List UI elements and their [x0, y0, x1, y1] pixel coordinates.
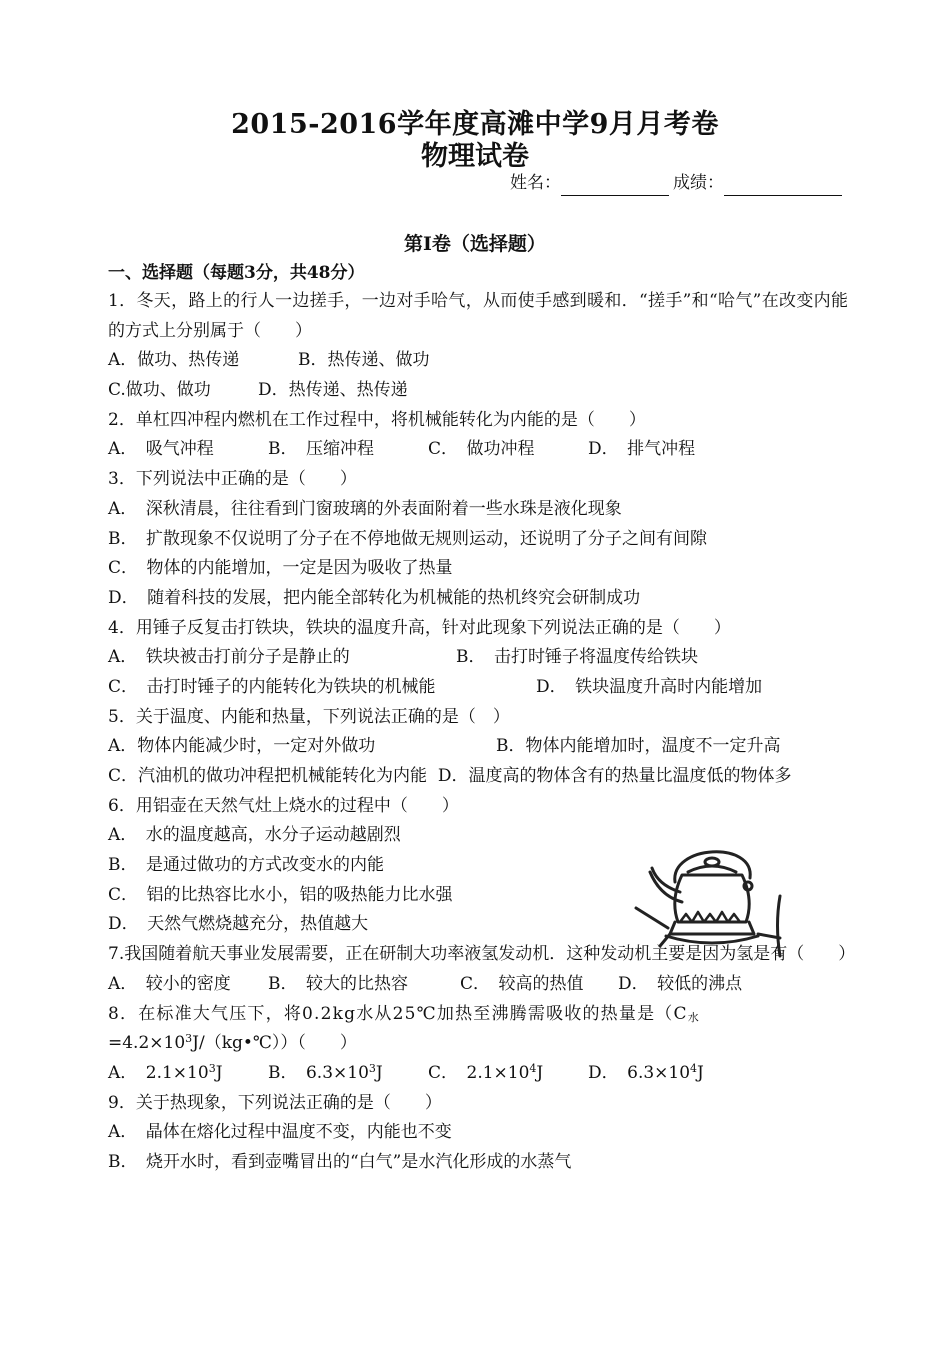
student-info-row: [510, 170, 842, 196]
q3-option-c: C． 物体的内能增加，一定是因为吸收了热量: [108, 558, 453, 579]
question-8-stem: [108, 1000, 848, 1030]
q8-stem-main: 8．在标准大气压下，将0.2kg水从25℃加热至沸腾需吸收的热量是（C: [108, 1003, 688, 1024]
q9-option-a: A． 晶体在熔化过程中温度不变，内能也不变: [108, 1122, 452, 1143]
question-8-options: [108, 1059, 848, 1089]
name-blank[interactable]: [561, 175, 669, 196]
question-5-options-row1: [108, 732, 848, 762]
q8-option-d: D． $6.3\times 10^4J$: [588, 1061, 704, 1083]
question-7-options: [108, 970, 848, 1000]
q8-stem-value: =4.2×10: [108, 1033, 186, 1054]
q6-option-c: C． 铝的比热容比水小，铝的吸热能力比水强: [108, 884, 453, 905]
q2-option-b: B． 压缩冲程: [268, 439, 374, 460]
q7-option-b: B． 较大的比热容: [268, 973, 408, 994]
q8-option-a: A． $2.1\times 10^3J$: [108, 1061, 223, 1083]
q4-option-a: A． 铁块被击打前分子是静止的: [108, 647, 350, 668]
q8-stem-unit: J/（kg•℃））（ ）: [192, 1033, 357, 1054]
q2-option-a: A． 吸气冲程: [108, 439, 214, 460]
q9-option-b: B． 烧开水时，看到壶嘴冒出的“白气”是水汽化形成的水蒸气: [108, 1152, 572, 1172]
q3-option-b: B． 扩散现象不仅说明了分子在不停地做无规则运动，还说明了分子之间有间隙: [108, 528, 707, 549]
q5-option-a: A．物体内能减少时，一定对外做功: [108, 736, 376, 757]
name-label: 姓名：: [510, 173, 561, 193]
question-4-options-row2: [108, 673, 848, 703]
question-3-stem: 3．下列说法中正确的是（ ）: [108, 469, 357, 490]
q8-stem-subscript: 水: [687, 1010, 700, 1024]
q5-option-b: B．物体内能增加时，温度不一定升高: [496, 736, 781, 757]
q8-option-c: C． $2.1\times 10^4J$: [428, 1061, 544, 1083]
q1-option-d: D．热传递、热传递: [258, 380, 408, 401]
q7-option-c: C． 较高的热值: [460, 973, 584, 994]
q5-option-c: C．汽油机的做功冲程把机械能转化为内能: [108, 766, 428, 787]
q8-stem-exponent: 3: [185, 1032, 193, 1046]
question-9-stem: 9．关于热现象，下列说法正确的是（ ）: [108, 1092, 442, 1113]
score-label: 成绩：: [673, 173, 724, 193]
q3-option-d: D． 随着科技的发展，把内能全部转化为机械能的热机终究会研制成功: [108, 587, 641, 608]
question-4-options-row1: [108, 643, 848, 673]
score-blank[interactable]: [724, 175, 842, 196]
q1-option-b: B．热传递、做功: [298, 350, 430, 371]
exam-subtitle: 物理试卷: [421, 141, 529, 172]
part-title: 一、选择题（每题3分，共48分）: [108, 263, 365, 283]
q5-option-d: D．温度高的物体含有的热量比温度低的物体多: [437, 766, 792, 787]
question-list: [108, 287, 856, 1178]
q4-option-c: C． 击打时锤子的内能转化为铁块的机械能: [108, 676, 436, 697]
question-2-options: [108, 435, 848, 465]
question-8-stem-line2: [108, 1029, 848, 1059]
question-7-stem: 7.我国随着航天事业发展需要，正在研制大功率液氢发动机．这种发动机主要是因为氢是有（ ）: [108, 944, 856, 965]
q4-option-d: D． 铁块温度升高时内能增加: [536, 676, 763, 697]
q1-option-c: C.做功、做功: [108, 380, 211, 401]
q3-option-a: A． 深秋清晨，往往看到门窗玻璃的外表面附着一些水珠是液化现象: [108, 498, 622, 519]
q7-option-d: D． 较低的沸点: [618, 973, 743, 994]
q6-option-a: A． 水的温度越高，水分子运动越剧烈: [108, 825, 401, 846]
q8-option-b: B． $6.3\times 10^3J$: [268, 1061, 383, 1083]
q7-option-a: A． 较小的密度: [108, 973, 231, 994]
kettle-on-stove-illustration: [630, 830, 800, 960]
q1-option-a: A．做功、热传递: [108, 350, 240, 371]
q2-option-d: D． 排气冲程: [588, 439, 696, 460]
q2-option-c: C． 做功冲程: [428, 439, 535, 460]
question-6-stem: 6．用铝壶在天然气灶上烧水的过程中（ ）: [108, 795, 459, 816]
exam-title: 2015-2016学年度高滩中学9月月考卷: [231, 109, 719, 140]
question-1-options-row2: [108, 376, 848, 406]
section-title: 第Ⅰ卷（选择题）: [404, 233, 546, 255]
q6-option-b: B． 是通过做功的方式改变水的内能: [108, 855, 384, 876]
question-4-stem: 4．用锤子反复击打铁块，铁块的温度升高，针对此现象下列说法正确的是（ ）: [108, 617, 731, 638]
question-1-stem: 1．冬天，路上的行人一边搓手，一边对手哈气，从而使手感到暖和．“搓手”和“哈气”在改变内能的方式上分别属于（ ）: [108, 291, 848, 341]
question-2-stem: 2．单杠四冲程内燃机在工作过程中，将机械能转化为内能的是（ ）: [108, 409, 646, 430]
q4-option-b: B． 击打时锤子将温度传给铁块: [456, 647, 698, 668]
question-5-options-row2: [108, 762, 848, 792]
question-5-stem: 5．关于温度、内能和热量，下列说法正确的是（ ）: [108, 706, 510, 727]
q6-option-d: D． 天然气燃烧越充分，热值越大: [108, 914, 369, 935]
question-1-options-row1: [108, 346, 848, 376]
